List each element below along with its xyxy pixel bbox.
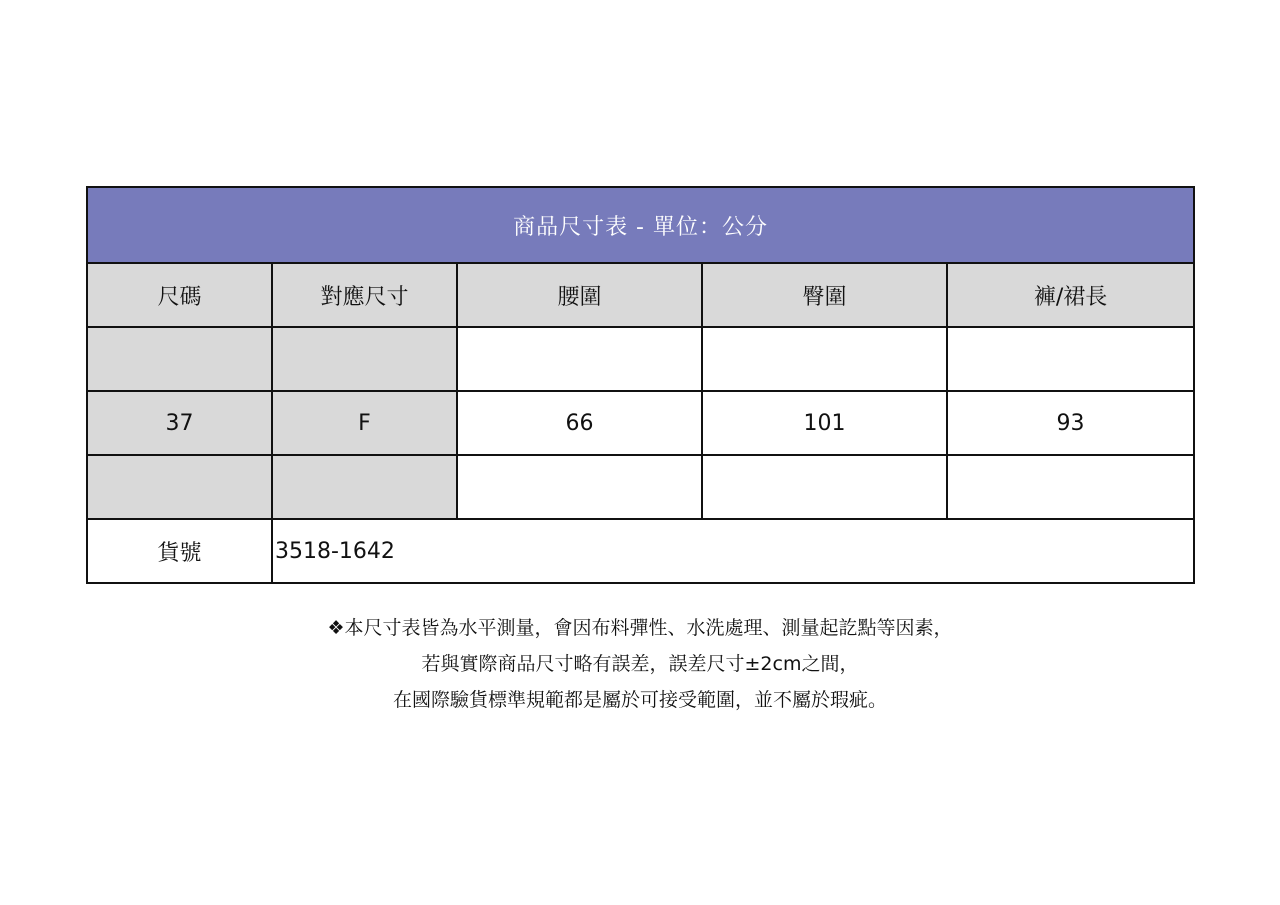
table-row xyxy=(87,455,1194,519)
measurement-notes xyxy=(0,610,1280,718)
cell-size: 37 xyxy=(87,391,272,455)
cell-waist xyxy=(457,327,702,391)
cell-size xyxy=(87,455,272,519)
cell-hip xyxy=(702,455,947,519)
note-line: 若與實際商品尺寸略有誤差，誤差尺寸±2cm之間， xyxy=(421,653,859,675)
product-code-cell xyxy=(272,519,1194,583)
size-chart-table xyxy=(86,186,1195,584)
product-code-row xyxy=(87,519,1194,583)
cell-equivalent-size: F xyxy=(272,391,457,455)
cell-waist: 66 xyxy=(457,391,702,455)
cell-length: 93 xyxy=(947,391,1194,455)
product-code-value: 3518-1642 xyxy=(275,538,395,564)
note-line: ❖本尺寸表皆為水平測量，會因布料彈性、水洗處理、測量起訖點等因素， xyxy=(327,617,953,639)
column-header-size: 尺碼 xyxy=(87,263,272,327)
table-row xyxy=(87,391,1194,455)
header-row xyxy=(87,263,1194,327)
table-row xyxy=(87,327,1194,391)
cell-hip: 101 xyxy=(702,391,947,455)
cell-equivalent-size xyxy=(272,455,457,519)
cell-length xyxy=(947,455,1194,519)
column-header-length: 褲/裙長 xyxy=(947,263,1194,327)
table-title: 商品尺寸表 - 單位：公分 xyxy=(87,187,1194,263)
column-header-waist: 腰圍 xyxy=(457,263,702,327)
cell-length xyxy=(947,327,1194,391)
column-header-hip: 臀圍 xyxy=(702,263,947,327)
cell-equivalent-size xyxy=(272,327,457,391)
cell-waist xyxy=(457,455,702,519)
cell-size xyxy=(87,327,272,391)
cell-hip xyxy=(702,327,947,391)
column-header-equivalent-size: 對應尺寸 xyxy=(272,263,457,327)
product-code-label: 貨號 xyxy=(87,519,272,583)
note-line: 在國際驗貨標準規範都是屬於可接受範圍，並不屬於瑕疵。 xyxy=(392,689,887,711)
